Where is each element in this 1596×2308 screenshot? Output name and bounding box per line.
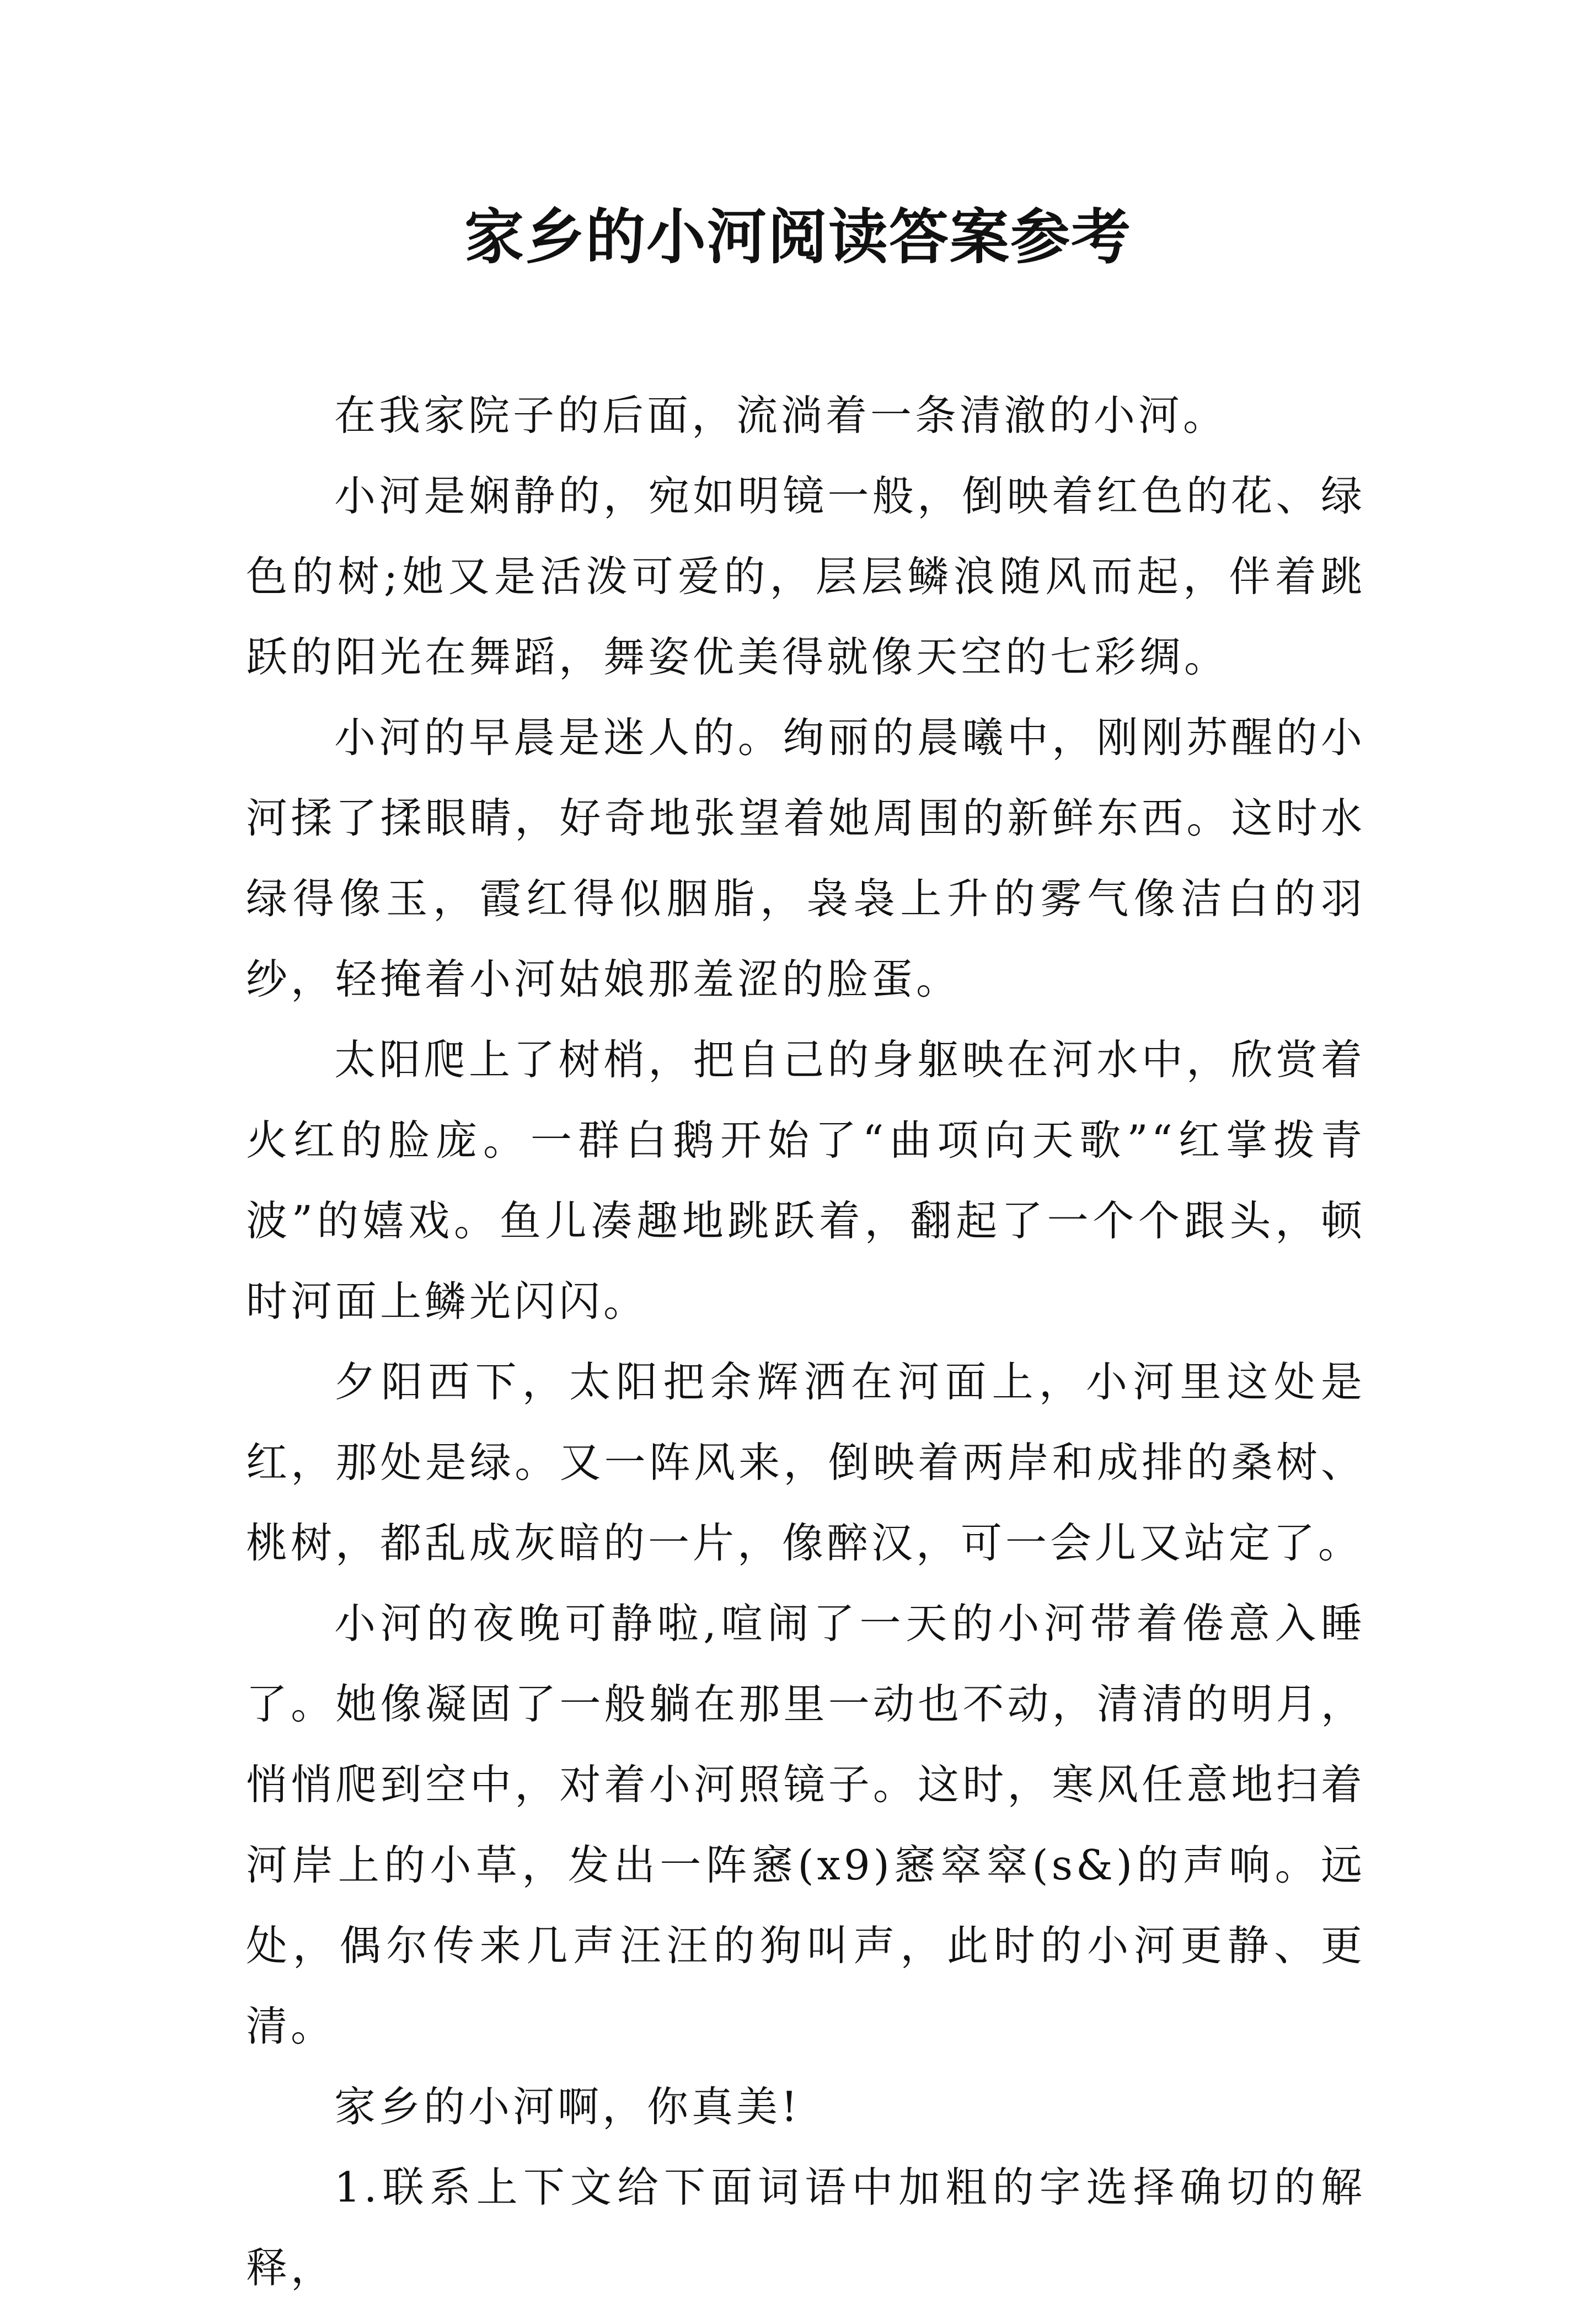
paragraph-sun-rising: 太阳爬上了树梢，把自己的身躯映在河水中，欣赏着火红的脸庞。一群白鹅开始了“曲项向天歌”“红掌拨青波”的嬉戏。鱼儿凑趣地跳跃着，翻起了一个个跟头，顿时河面上鳞光闪闪。 [246, 1035, 1365, 1326]
document-title: 家乡的小河阅读答案参考 [464, 202, 1132, 272]
paragraph-sunset: 夕阳西下，太阳把余辉洒在河面上，小河里这处是红，那处是绿。又一阵风来，倒映着两岸和成排的桑树、桃树，都乱成灰暗的一片，像醉汉，可一会儿又站定了。 [246, 1358, 1365, 1567]
paragraph-quiet-river: 小河是娴静的，宛如明镜一般，倒映着红色的花、绿色的树;她又是活泼可爱的，层层鳞浪随风而起，伴着跳跃的阳光在舞蹈，舞姿优美得就像天空的七彩绸。 [246, 472, 1365, 681]
paragraph-night: 小河的夜晚可静啦,喧闹了一天的小河带着倦意入睡了。她像凝固了一般躺在那里一动也不动，清清的明月，悄悄爬到空中，对着小河照镜子。这时，寒风任意地扫着河岸上的小草，发出一阵窸(x9)窸窣窣(s&)的声响。远处，偶尔传来几声汪汪的狗叫声，此时的小河更静、更清。 [246, 1599, 1365, 2050]
document-body [246, 375, 1365, 2308]
paragraph-morning: 小河的早晨是迷人的。绚丽的晨曦中，刚刚苏醒的小河揉了揉眼睛，好奇地张望着她周围的新鲜东西。这时水绿得像玉，霞红得似胭脂，袅袅上升的雾气像洁白的羽纱，轻掩着小河姑娘那羞涩的脸蛋。 [246, 713, 1365, 1003]
paragraph-intro: 在我家院子的后面，流淌着一条清澈的小河。 [334, 391, 1228, 440]
paragraph-closing: 家乡的小河啊，你真美! [334, 2082, 801, 2131]
question-1: 1.联系上下文给下面词语中加粗的字选择确切的解释， [246, 2163, 1365, 2292]
